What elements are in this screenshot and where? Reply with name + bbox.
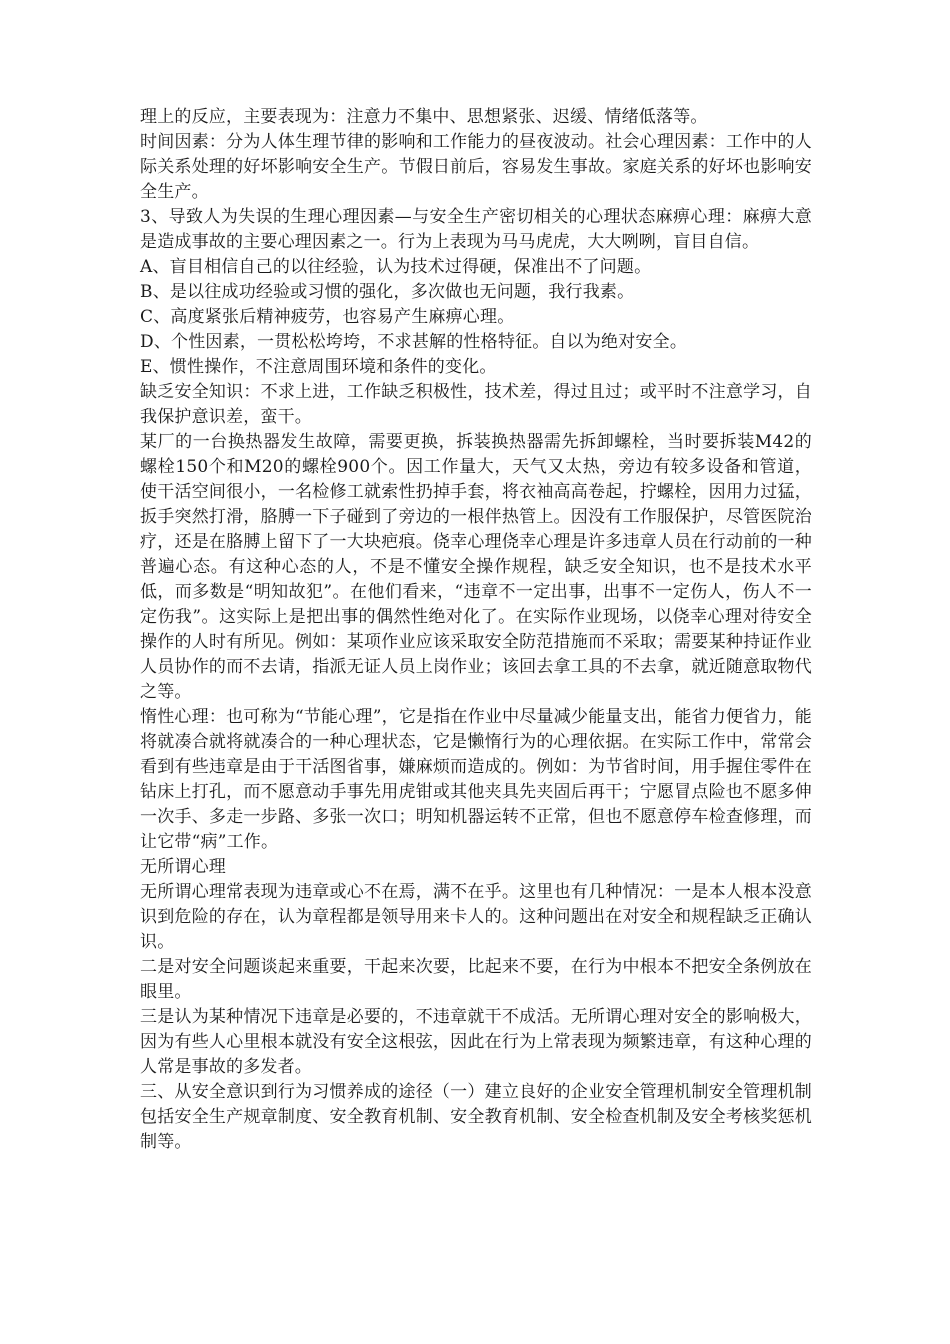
list-item-b: B、是以往成功经验或习惯的强化，多次做也无问题，我行我素。: [140, 282, 635, 302]
section-heading-indifference: 无所谓心理: [140, 857, 226, 877]
paragraph-3: 3、导致人为失误的生理心理因素—与安全生产密切相关的心理状态麻痹心理：麻痹大意是造成事故的主要心理因素之一。行为上表现为马马虎虎，大大咧咧，盲目自信。: [140, 207, 812, 252]
paragraph-indifference-1: 无所谓心理常表现为违章或心不在焉，满不在乎。这里也有几种情况：一是本人根本没意识到危险的存在，认为章程都是领导用来卡人的。这种问题出在对安全和规程缺乏正确认识。: [140, 882, 812, 952]
paragraph-2: 时间因素：分为人体生理节律的影响和工作能力的昼夜波动。社会心理因素：工作中的人际关系处理的好坏影响安全生产。节假日前后，容易发生事故。家庭关系的好坏也影响安全生产。: [140, 132, 812, 202]
list-item-a: A、盲目相信自己的以往经验，认为技术过得硬，保准出不了问题。: [140, 257, 652, 277]
paragraph-indifference-2: 二是对安全问题谈起来重要，干起来次要，比起来不要，在行为中根本不把安全条例放在眼里。: [140, 957, 812, 1002]
list-item-d: D、个性因素，一贯松松垮垮，不求甚解的性格特征。自以为绝对安全。: [140, 332, 688, 352]
paragraph-safety-knowledge: 缺乏安全知识：不求上进，工作缺乏积极性，技术差，得过且过；或平时不注意学习，自我保护意识差，蛮干。: [140, 382, 812, 427]
paragraph-indifference-3: 三是认为某种情况下违章是必要的，不违章就干不成活。无所谓心理对安全的影响极大，因为有些人心里根本就没有安全这根弦，因此在行为上常表现为频繁违章，有这种心理的人常是事故的多发者。: [140, 1007, 812, 1077]
document-page: [140, 105, 812, 1155]
list-item-c: C、高度紧张后精神疲劳，也容易产生麻痹心理。: [140, 307, 515, 327]
paragraph-case-study: 某厂的一台换热器发生故障，需要更换，拆装换热器需先拆卸螺栓，当时要拆装M42的螺栓150个和M20的螺栓900个。因工作量大，天气又太热，旁边有较多设备和管道，使干活空间很小，一名检修工就索性扔掉手套，将衣袖高高卷起，拧螺栓，因用力过猛，扳手突然打滑，胳膊一下子碰到了旁边的一根伴热管上。因没有工作服保护，尽管医院治疗，还是在胳膊上留下了一大块疤痕。侥幸心理侥幸心理是许多违章人员在行动前的一种普遍心态。有这种心态的人，不是不懂安全操作规程，缺乏安全知识，也不是技术水平低，而多数是“明知故犯”。在他们看来，“违章不一定出事，出事不一定伤人，伤人不一定伤我”。这实际上是把出事的偶然性绝对化了。在实际作业现场，以侥幸心理对待安全操作的人时有所见。例如：某项作业应该采取安全防范措施而不采取；需要某种持证作业人员协作的而不去请，指派无证人员上岗作业；该回去拿工具的不去拿，就近随意取物代之等。: [140, 432, 812, 702]
paragraph-1: 理上的反应，主要表现为：注意力不集中、思想紧张、迟缓、情绪低落等。: [140, 107, 708, 127]
paragraph-section-three: 三、从安全意识到行为习惯养成的途径（一）建立良好的企业安全管理机制安全管理机制包括安全生产规章制度、安全教育机制、安全教育机制、安全检查机制及安全考核奖惩机制等。: [140, 1082, 812, 1152]
paragraph-inertia-mentality: 惰性心理：也可称为“节能心理”，它是指在作业中尽量减少能量支出，能省力便省力，能将就凑合就将就凑合的一种心理状态，它是懒惰行为的心理依据。在实际工作中，常常会看到有些违章是由于干活图省事，嫌麻烦而造成的。例如：为节省时间，用手握住零件在钻床上打孔，而不愿意动手事先用虎钳或其他夹具先夹固后再干；宁愿冒点险也不愿多伸一次手、多走一步路、多张一次口；明知机器运转不正常，但也不愿意停车检查修理，而让它带“病”工作。: [140, 707, 812, 852]
list-item-e: E、惯性操作，不注意周围环境和条件的变化。: [140, 357, 497, 377]
